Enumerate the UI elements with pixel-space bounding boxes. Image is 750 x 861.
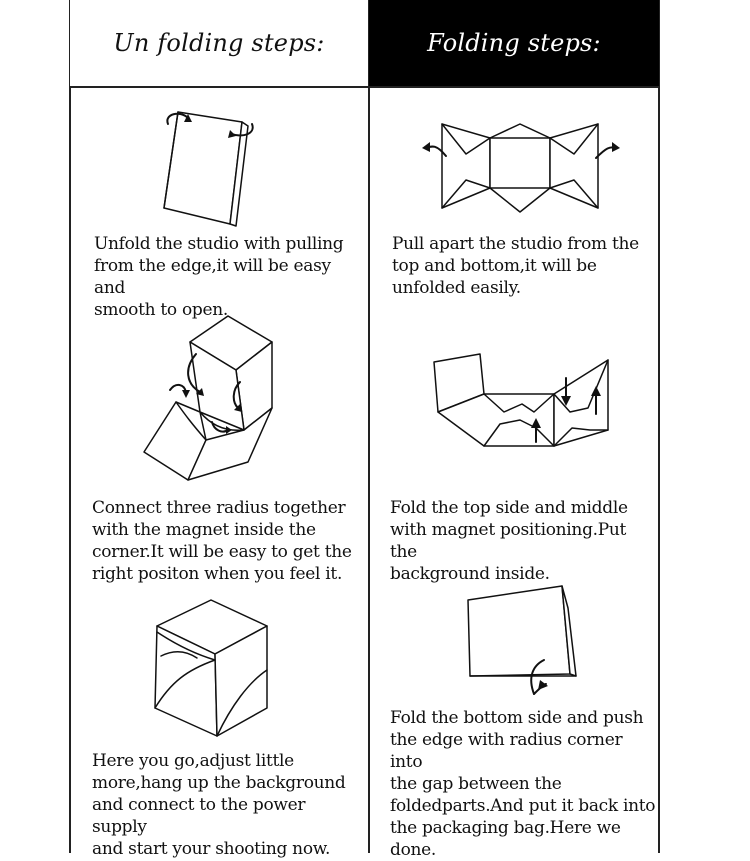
- folding-steps-header: Folding steps:: [369, 0, 659, 86]
- unfold-step-2-text: Connect three radius together with the magnet inside the corner.It will be easy to get the right positon when you feel it.: [92, 498, 352, 584]
- right-border: [658, 0, 660, 853]
- fold-step-2-text: Fold the top side and middle with magnet positioning.Put the background inside.: [390, 498, 628, 584]
- unfold-step-3-text: Here you go,adjust little more,hang up the background and connect to the power supply and start your shooting now.: [92, 751, 346, 859]
- fold-step-3-text: Fold the bottom side and push the edge with radius corner into the gap between the foldedparts.And put it back into the packaging bag.Here we done.: [390, 708, 656, 860]
- fold-step-3-illustration: [462, 582, 582, 704]
- unfold-step-3-illustration: [145, 596, 275, 741]
- unfold-step-1-illustration: [150, 100, 270, 230]
- unfolding-steps-header: Un folding steps:: [70, 0, 368, 86]
- fold-step-2-illustration: [430, 350, 615, 455]
- unfold-step-1-text: Unfold the studio with pulling from the edge,it will be easy and smooth to open.: [94, 234, 344, 320]
- unfold-step-2-illustration: [140, 312, 280, 487]
- fold-step-1-illustration: [420, 118, 625, 218]
- left-border: [69, 0, 71, 853]
- center-divider: [368, 0, 370, 853]
- header-underline: [69, 86, 660, 88]
- fold-step-1-text: Pull apart the studio from the top and bottom,it will be unfolded easily.: [392, 234, 639, 298]
